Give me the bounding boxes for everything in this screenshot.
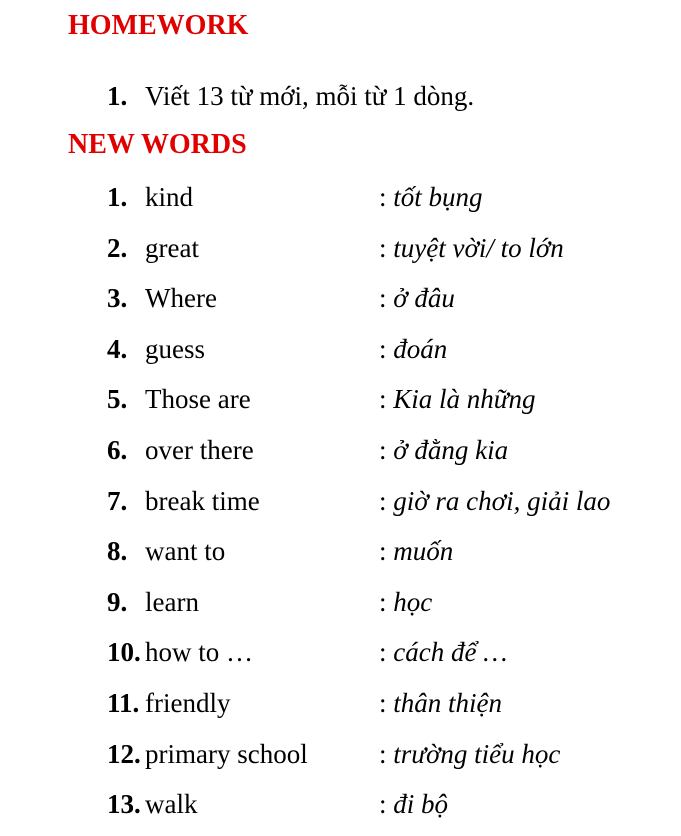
word-item [107, 181, 483, 213]
vietnamese-meaning: giờ ra chơi, giải lao [393, 486, 611, 516]
word-number: 6. [107, 435, 128, 465]
meaning-separator: : [379, 739, 394, 769]
meaning-separator: : [379, 334, 394, 364]
word-meaning [379, 535, 453, 567]
word-number: 12. [107, 739, 141, 769]
meaning-separator: : [379, 384, 394, 414]
english-word: how to … [145, 637, 253, 667]
word-number: 3. [107, 283, 128, 313]
word-meaning [379, 788, 448, 820]
word-meaning [379, 282, 455, 314]
word-meaning [379, 434, 508, 466]
meaning-separator: : [379, 688, 394, 718]
new-words-heading: NEW WORDS [68, 129, 247, 160]
word-meaning [379, 738, 560, 770]
meaning-separator: : [379, 283, 394, 313]
vietnamese-meaning: muốn [393, 536, 454, 566]
word-meaning [379, 586, 432, 618]
vietnamese-meaning: thân thiện [393, 688, 503, 718]
word-item [107, 333, 448, 365]
word-number: 5. [107, 384, 128, 414]
meaning-separator: : [379, 182, 394, 212]
vietnamese-meaning: đi bộ [393, 789, 449, 819]
word-number: 8. [107, 536, 128, 566]
word-item [107, 485, 611, 517]
word-number: 13. [107, 789, 141, 819]
word-item [107, 232, 564, 264]
meaning-separator: : [379, 789, 394, 819]
english-word: Those are [145, 384, 251, 414]
word-item [107, 687, 503, 719]
meaning-separator: : [379, 536, 394, 566]
word-meaning [379, 232, 564, 264]
word-meaning [379, 333, 447, 365]
word-item [107, 282, 455, 314]
vietnamese-meaning: Kia là những [393, 384, 536, 414]
english-word: primary school [145, 739, 308, 769]
word-item [107, 636, 508, 668]
vietnamese-meaning: ở đâu [393, 283, 455, 313]
english-word: want to [145, 536, 226, 566]
english-word: over there [145, 435, 254, 465]
word-number: 9. [107, 587, 128, 617]
meaning-separator: : [379, 233, 394, 263]
word-number: 7. [107, 486, 128, 516]
task-text: Viết 13 từ mới, mỗi từ 1 dòng. [145, 81, 475, 111]
word-meaning [379, 687, 502, 719]
english-word: walk [145, 789, 198, 819]
homework-task [107, 80, 475, 112]
word-number: 2. [107, 233, 128, 263]
english-word: Where [145, 283, 217, 313]
english-word: guess [145, 334, 205, 364]
vietnamese-meaning: cách để … [393, 637, 508, 667]
word-number: 10. [107, 637, 141, 667]
english-word: kind [145, 182, 194, 212]
english-word: break time [145, 486, 260, 516]
vietnamese-meaning: trường tiểu học [393, 739, 561, 769]
english-word: learn [145, 587, 199, 617]
word-item [107, 383, 536, 415]
word-meaning [379, 383, 536, 415]
word-meaning [379, 181, 483, 213]
vietnamese-meaning: tốt bụng [393, 182, 483, 212]
word-number: 11. [107, 688, 140, 718]
vietnamese-meaning: đoán [393, 334, 448, 364]
word-meaning [379, 485, 610, 517]
vietnamese-meaning: ở đằng kia [393, 435, 509, 465]
meaning-separator: : [379, 587, 394, 617]
meaning-separator: : [379, 435, 394, 465]
word-item [107, 434, 509, 466]
vietnamese-meaning: học [393, 587, 433, 617]
word-number: 4. [107, 334, 128, 364]
homework-heading: HOMEWORK [68, 10, 249, 41]
word-item [107, 788, 449, 820]
word-item [107, 586, 433, 618]
word-item [107, 738, 561, 770]
word-item [107, 535, 454, 567]
english-word: friendly [145, 688, 231, 718]
task-number: 1. [107, 81, 128, 111]
word-number: 1. [107, 182, 128, 212]
word-meaning [379, 636, 507, 668]
meaning-separator: : [379, 637, 394, 667]
english-word: great [145, 233, 199, 263]
vietnamese-meaning: tuyệt vời/ to lớn [393, 233, 564, 263]
meaning-separator: : [379, 486, 394, 516]
